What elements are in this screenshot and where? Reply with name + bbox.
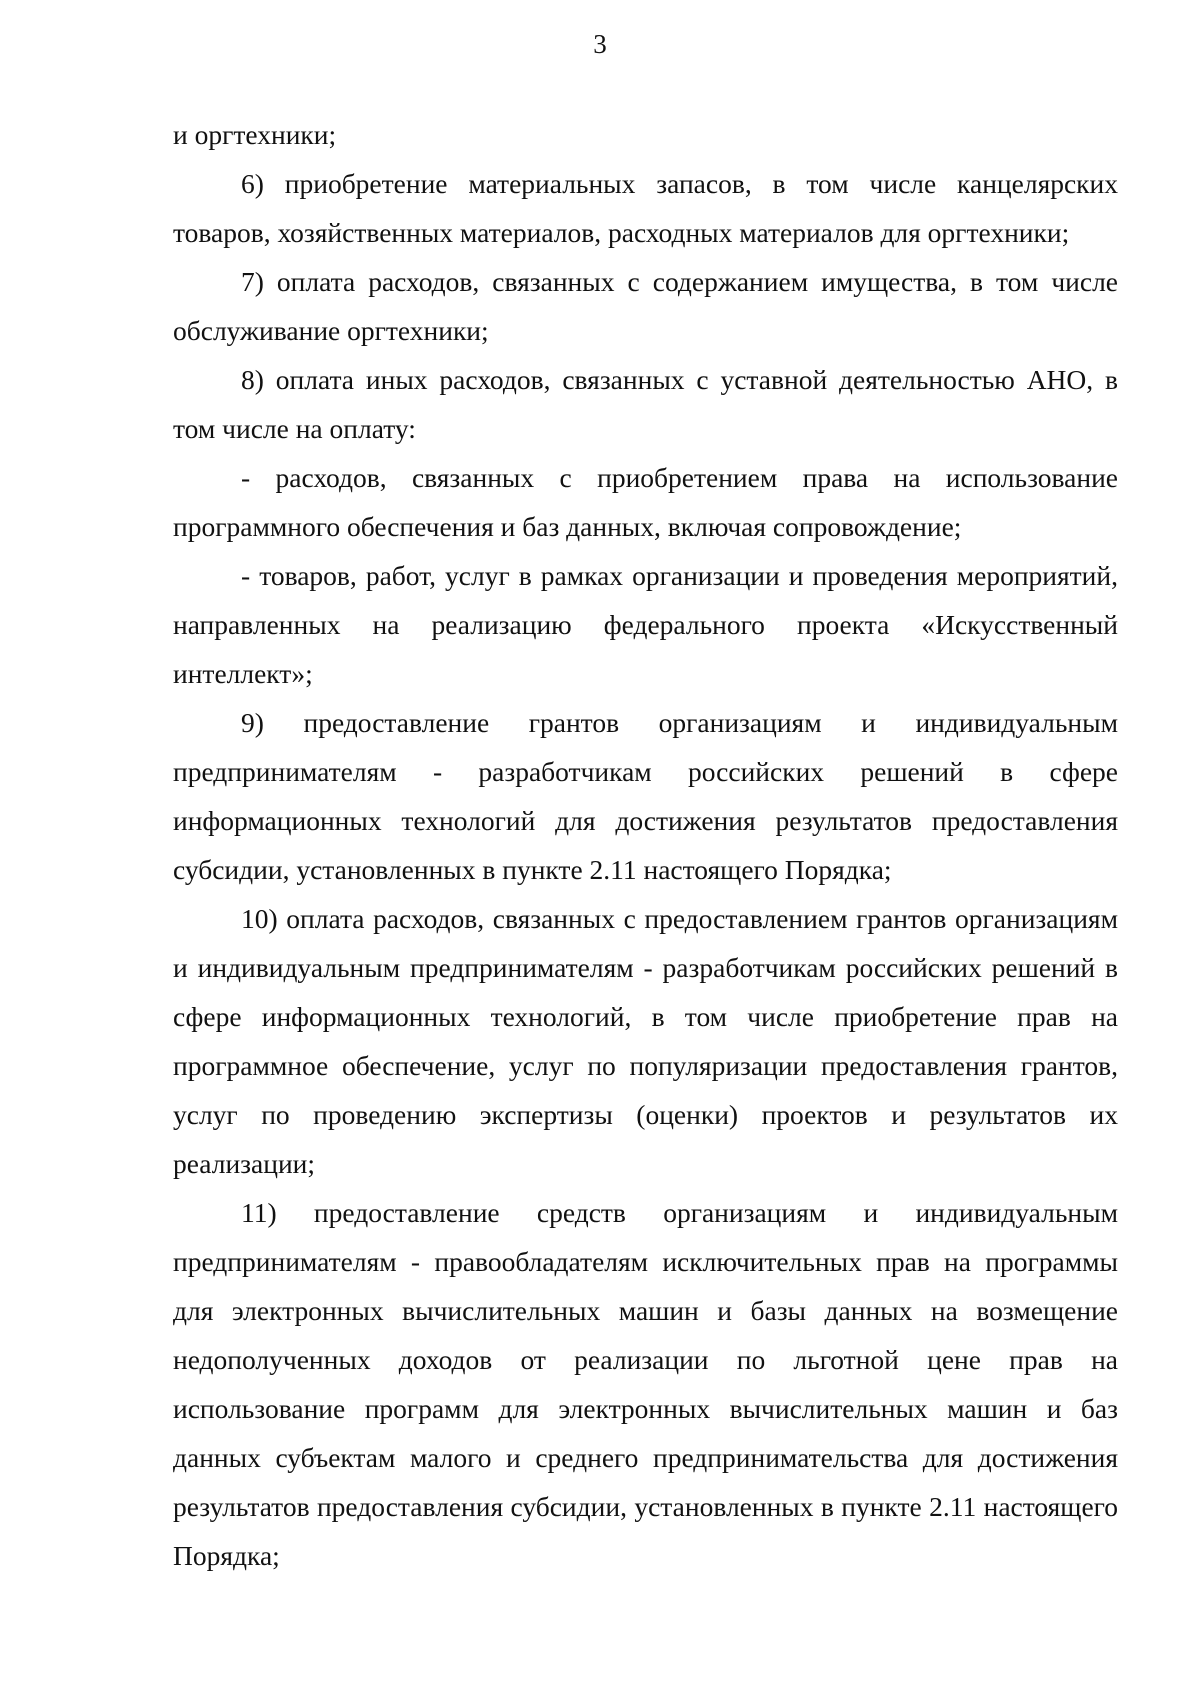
paragraph-item-9: 9) предоставление грантов организациям и индивидуальным предпринимателям - разработчикам российских решений в сфере информационных технологий для достижения результатов предоставления субсидии, установленных в пункте 2.11 настоящего Порядка; bbox=[173, 707, 1118, 885]
paragraph-subitem-software: - расходов, связанных с приобретением права на использование программного обеспечения и баз данных, включая сопровождение; bbox=[173, 462, 1118, 542]
paragraph-item-11: 11) предоставление средств организациям и индивидуальным предпринимателям - правообладателям исключительных прав на программы для электронных вычислительных машин и базы данных на возмещение недополученных доходов от реализации по льготной цене прав на использование программ для электронных вычислительных машин и баз данных субъектам малого и среднего предпринимательства для достижения результатов предоставления субсидии, установленных в пункте 2.11 настоящего Порядка; bbox=[173, 1197, 1118, 1571]
paragraph-continuation: и оргтехники; bbox=[173, 119, 337, 150]
paragraph-item-6: 6) приобретение материальных запасов, в том числе канцелярских товаров, хозяйственных материалов, расходных материалов для оргтехники; bbox=[173, 168, 1118, 248]
paragraph-item-7: 7) оплата расходов, связанных с содержанием имущества, в том числе обслуживание оргтехники; bbox=[173, 266, 1118, 346]
document-body bbox=[173, 110, 1118, 1580]
paragraph-item-10: 10) оплата расходов, связанных с предоставлением грантов организациям и индивидуальным предпринимателям - разработчикам российских решений в сфере информационных технологий, в том числе приобретение прав на программное обеспечение, услуг по популяризации предоставления грантов, услуг по проведению экспертизы (оценки) проектов и результатов их реализации; bbox=[173, 903, 1118, 1179]
paragraph-subitem-events: - товаров, работ, услуг в рамках организации и проведения мероприятий, направленных на реализацию федерального проекта «Искусственный интеллект»; bbox=[173, 560, 1118, 689]
paragraph-item-8: 8) оплата иных расходов, связанных с уставной деятельностью АНО, в том числе на оплату: bbox=[173, 364, 1118, 444]
page-number: 3 bbox=[593, 29, 607, 59]
